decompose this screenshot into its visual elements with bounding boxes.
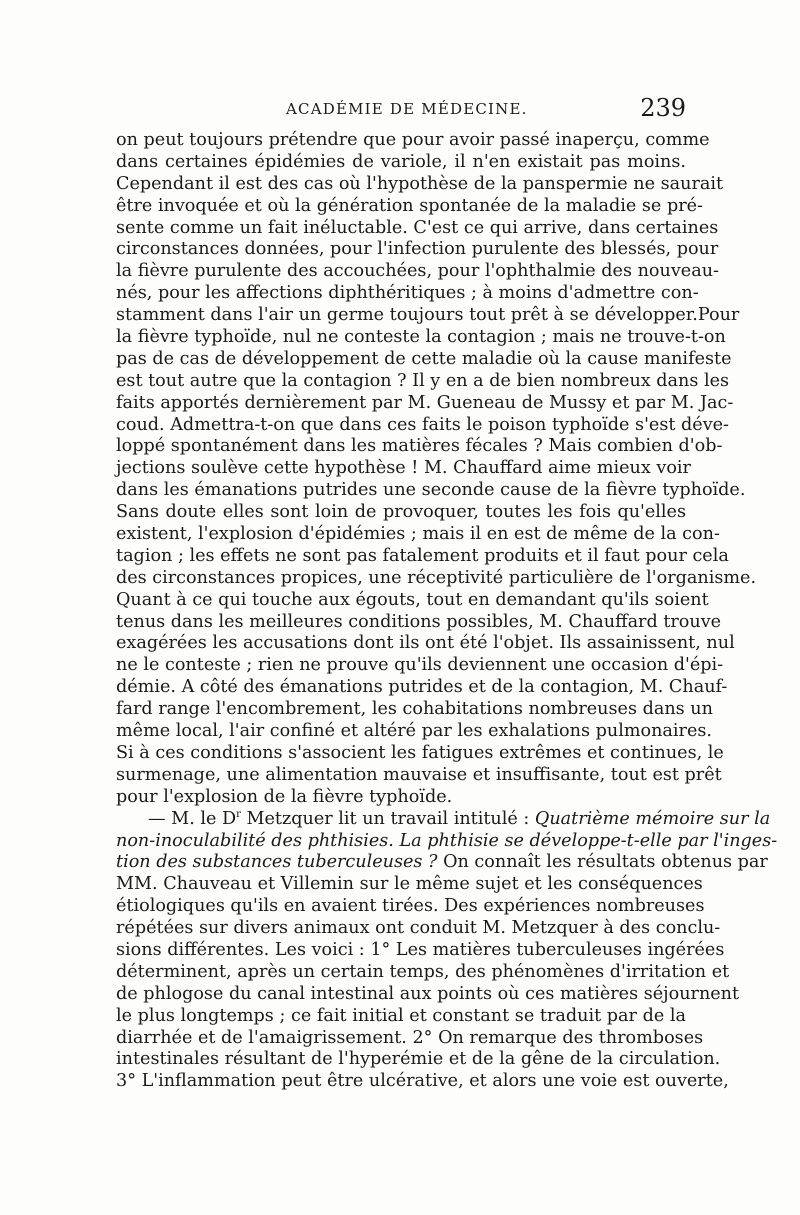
superscript: r (236, 808, 241, 820)
text-line: on peut toujours prétendre que pour avoir passé inaperçu, comme (116, 130, 710, 150)
paragraph-end-line: pour l'explosion de la fièvre typhoïde. (116, 786, 453, 807)
text-line: fard range l'encombrement, les cohabitations nombreuses dans un (116, 699, 713, 720)
text-line: coud. Admettra-t-on que dans ces faits le poison typhoïde s'est déve- (116, 414, 729, 435)
text-line: répétées sur divers animaux ont conduit M. Metzquer à des conclu- (116, 918, 721, 939)
running-title: ACADÉMIE DE MÉDECINE. (286, 100, 528, 118)
text-line: nés, pour les affections diphthéritiques ; à moins d'admettre con- (116, 283, 699, 304)
text-line: surmenage, une alimentation mauvaise et insuffisante, tout est prêt (116, 764, 722, 785)
work-title: non-inoculabilité des phthisies. La phthisie se développe-t-elle par l'inges- (116, 830, 778, 851)
text-line: étiologiques qu'ils en avaient tirées. Des expériences nombreuses (116, 896, 705, 917)
text-line: dans les émanations putrides une seconde cause de la fièvre typhoïde. (116, 480, 746, 501)
page-number: 239 (640, 94, 686, 122)
text-line: 3° L'inflammation peut être ulcérative, et alors une voie est ouverte, (116, 1071, 729, 1092)
text-line: dans certaines épidémies de variole, il n'en existait pas moins. (116, 151, 686, 172)
text-line: intestinales résultant de l'hyperémie et de la gêne de la circulation. (116, 1049, 721, 1070)
body-text (116, 130, 778, 1093)
text-line: MM. Chauveau et Villemin sur le même sujet et les conséquences (116, 874, 703, 895)
paragraph-start-line (116, 808, 771, 831)
text-line: existent, l'explosion d'épidémies ; mais il en est de même de la con- (116, 524, 720, 545)
text-line: pas de cas de développement de cette maladie où la cause manifeste (116, 348, 732, 369)
work-title: Quatrième mémoire sur la (534, 808, 771, 829)
text-line: ne le conteste ; rien ne prouve qu'ils deviennent une occasion d'épi- (116, 655, 724, 676)
text-line: faits apportés dernièrement par M. Gueneau de Mussy et par M. Jac- (116, 392, 734, 413)
text-segment: On connaît les résultats obtenus par (437, 852, 768, 873)
text-line: loppé spontanément dans les matières fécales ? Mais combien d'ob- (116, 436, 723, 457)
text-line: Si à ces conditions s'associent les fatigues extrêmes et continues, le (116, 742, 724, 763)
text-line: jections soulève cette hypothèse ! M. Chauffard aime mieux voir (116, 458, 691, 479)
text-line (116, 852, 768, 874)
text-line: être invoquée et où la génération spontanée de la maladie se pré- (116, 195, 703, 216)
text-line: sente comme un fait inéluctable. C'est ce qui arrive, dans certaines (116, 217, 719, 238)
text-segment: Metzquer lit un travail intitulé : (240, 808, 535, 829)
text-line: Cependant il est des cas où l'hypothèse de la panspermie ne saurait (116, 173, 724, 194)
text-line: exagérées les accusations dont ils ont été l'objet. Ils assainissent, nul (116, 633, 735, 654)
text-line: Quant à ce qui touche aux égouts, tout en demandant qu'ils soient (116, 589, 709, 610)
text-line: même local, l'air confiné et altéré par les exhalations pulmonaires. (116, 721, 712, 742)
text-line: des circonstances propices, une réceptivité particulière de l'organisme. (116, 567, 757, 588)
text-line: la fièvre typhoïde, nul ne conteste la contagion ; mais ne trouve-t-on (116, 327, 726, 348)
work-title: tion des substances tuberculeuses ? (116, 852, 438, 873)
text-line (116, 830, 778, 853)
text-line: déterminent, après un certain temps, des phénomènes d'irritation et (116, 961, 730, 982)
text-line: la fièvre purulente des accouchées, pour l'ophthalmie des nouveau- (116, 261, 719, 282)
text-line: démie. A côté des émanations putrides et de la contagion, M. Chauf- (116, 677, 728, 698)
text-line: diarrhée et de l'amaigrissement. 2° On remarque des thromboses (116, 1027, 704, 1048)
text-line: Sans doute elles sont loin de provoquer, toutes les fois qu'elles (116, 502, 686, 523)
text-line: le plus longtemps ; ce fait initial et constant se traduit par de la (116, 1005, 686, 1026)
text-line: est tout autre que la contagion ? Il y en a de bien nombreux dans les (116, 370, 730, 391)
text-line: stamment dans l'air un germe toujours tout prêt à se développer.Pour (116, 305, 740, 326)
text-line: tagion ; les effets ne sont pas fatalement produits et il faut pour cela (116, 545, 729, 566)
text-line: tenus dans les meilleures conditions possibles, M. Chauffard trouve (116, 611, 722, 632)
page-header (116, 94, 686, 128)
text-segment: — M. le D (148, 808, 237, 829)
text-line: de phlogose du canal intestinal aux points où ces matières séjournent (116, 983, 740, 1004)
text-line: circonstances données, pour l'infection purulente des blessés, pour (116, 239, 719, 260)
text-line: sions différentes. Les voici : 1° Les matières tuberculeuses ingérées (116, 939, 725, 960)
